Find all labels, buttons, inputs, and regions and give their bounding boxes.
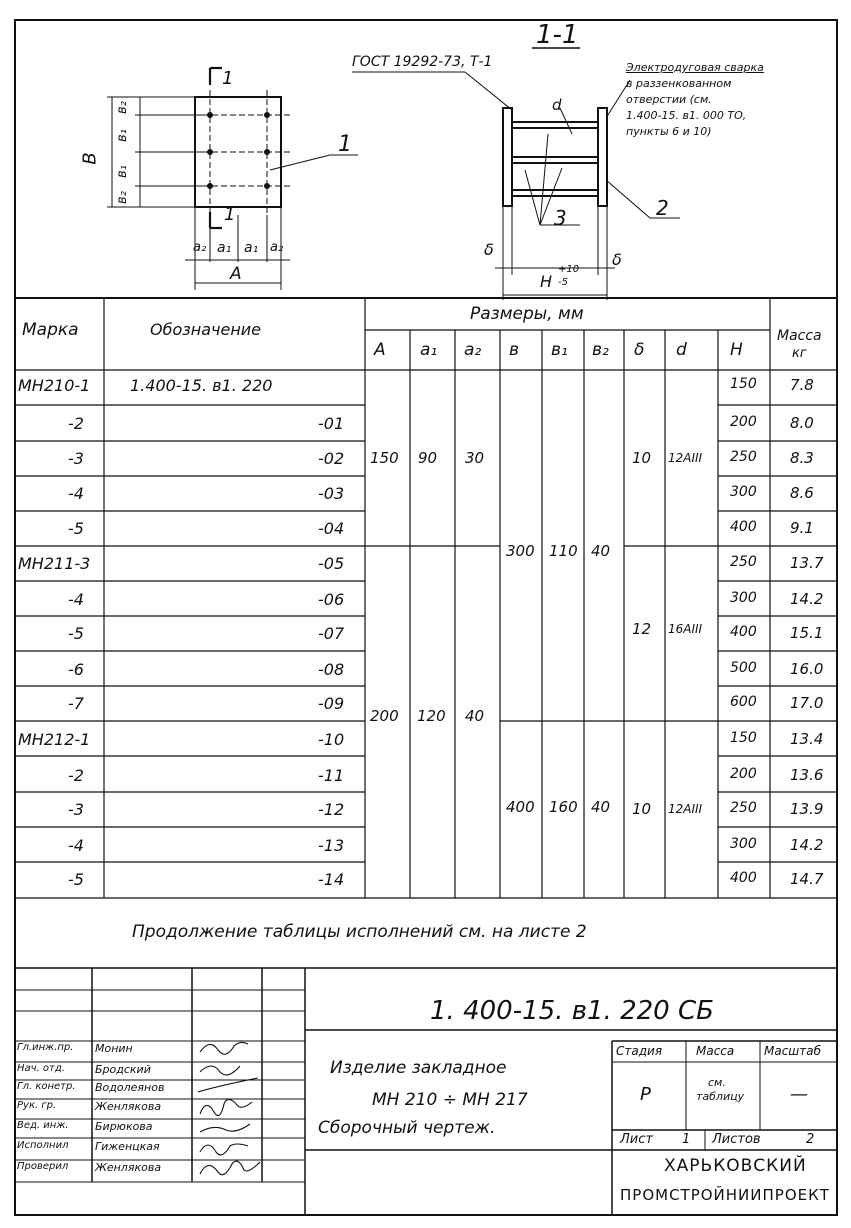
mass-value-line-1: см. [708, 1076, 726, 1089]
table-cell-H: 300 [730, 484, 757, 500]
column-header: а₁ [420, 340, 438, 360]
H-tolerance-minus: -5 [558, 277, 568, 288]
table-cell-mass: 14.2 [790, 836, 824, 854]
sheet-label: Лист [620, 1132, 653, 1147]
title-block-role: Проверил [17, 1161, 69, 1172]
table-cell-mass: 14.7 [790, 870, 824, 888]
groupb1-b: 300 [506, 542, 535, 560]
column-header: а₂ [464, 340, 482, 360]
table-cell-marka: МН210-1 [18, 376, 91, 395]
table-cell-mass: 17.0 [790, 694, 824, 712]
dim-label-b2-top: в₂ [114, 101, 130, 114]
dim-label-a2-left: а₂ [193, 240, 207, 255]
sheets-number: 2 [806, 1132, 815, 1147]
header-marka: Марка [22, 320, 79, 340]
table-cell-H: 250 [730, 800, 757, 816]
groupd2-d: 16АIII [668, 622, 703, 636]
table-cell-H: 400 [730, 870, 757, 886]
table-cell-H: 400 [730, 519, 757, 535]
table-cell-mass: 16.0 [790, 660, 824, 678]
sheets-label: Листов [712, 1132, 761, 1147]
dim-label-d: d [552, 96, 562, 114]
groupb1-b2: 40 [591, 542, 611, 560]
weld-note [626, 60, 764, 140]
groupb2-b1: 160 [549, 798, 578, 816]
table-cell-mass: 13.4 [790, 730, 824, 748]
sheet-frame [15, 20, 837, 1215]
dim-label-B: В [79, 152, 101, 165]
table-cell-oboz: -13 [318, 836, 345, 855]
table-cell-H: 250 [730, 554, 757, 570]
mass-header: Масса [696, 1044, 735, 1058]
scale-header: Масштаб [764, 1044, 822, 1058]
table-cell-marka: -3 [68, 449, 84, 468]
table-cell-marka: -5 [68, 519, 84, 538]
dim-label-a2-right: а₂ [270, 240, 284, 255]
organization-line-2: ПРОМСТРОЙНИИПРОЕКТ [620, 1186, 830, 1204]
table-cell-mass: 13.9 [790, 800, 824, 818]
table-cell-oboz: 1.400-15. в1. 220 [130, 376, 273, 395]
table-cell-oboz: -05 [318, 554, 345, 573]
item-name-line-2: МН 210 ÷ МН 217 [372, 1090, 528, 1110]
groupb2-b2: 40 [591, 798, 611, 816]
header-oboznachenie: Обозначение [150, 320, 262, 339]
scale-value: — [790, 1084, 808, 1105]
groupd3-delta: 10 [632, 800, 652, 818]
table-cell-oboz: -03 [318, 484, 345, 503]
weld-note-line-1: Электродуговая сварка [626, 61, 764, 74]
dim-label-b2-bot: в₂ [114, 191, 130, 204]
table-cell-oboz: -08 [318, 660, 345, 679]
weld-note-line-3: отверстии (см. [626, 93, 712, 106]
table-cell-mass: 8.3 [790, 449, 814, 467]
column-header: в [509, 340, 520, 360]
table-cell-marka: -2 [68, 414, 84, 433]
dim-label-a1-left: а₁ [217, 240, 232, 256]
table-cell-oboz: -10 [318, 730, 345, 749]
table-cell-mass: 8.6 [790, 484, 814, 502]
title-block-role: Рук. гр. [17, 1100, 57, 1111]
dim-label-b1-b: в₁ [114, 165, 130, 178]
header-massa: Масса [777, 328, 822, 344]
table-cell-H: 300 [730, 836, 757, 852]
position-2-label: 2 [656, 196, 669, 220]
table-cell-oboz: -06 [318, 590, 345, 609]
column-header: в₂ [592, 340, 609, 360]
sheet-number: 1 [682, 1132, 691, 1147]
table-cell-marka: -3 [68, 800, 84, 819]
dim-label-A: А [230, 264, 242, 284]
table-cell-marka: -5 [68, 870, 84, 889]
stage-header: Стадия [616, 1044, 663, 1058]
organization-line-1: ХАРЬКОВСКИЙ [664, 1156, 807, 1176]
table-cell-H: 150 [730, 730, 757, 746]
table-cell-oboz: -14 [318, 870, 345, 889]
column-header: в₁ [551, 340, 568, 360]
title-block-name: Бродский [95, 1063, 151, 1076]
group2-A: 200 [370, 707, 399, 725]
table-cell-marka: -6 [68, 660, 84, 679]
item-name-line-1: Изделие закладное [330, 1058, 507, 1078]
delta-left-label: δ [484, 240, 494, 259]
weld-note-line-4: 1.400-15. в1. 000 ТО, [626, 109, 747, 122]
table-cell-mass: 7.8 [790, 376, 814, 394]
H-tolerance-plus: +10 [558, 264, 580, 275]
group1-A: 150 [370, 449, 399, 467]
dim-label-H: Н [540, 272, 553, 291]
dim-label-a1-right: а₁ [244, 240, 259, 256]
table-cell-oboz: -09 [318, 694, 345, 713]
title-block-role: Вед. инж. [17, 1120, 69, 1131]
table-cell-mass: 15.1 [790, 624, 824, 642]
table-cell-marka: МН211-3 [18, 554, 91, 573]
group2-a1: 120 [417, 707, 446, 725]
group1-delta: 10 [632, 449, 652, 467]
header-massa-unit: кг [792, 346, 807, 361]
weld-note-line-5: пункты 6 и 10) [626, 125, 712, 138]
column-header: Н [730, 340, 743, 360]
delta-right-label: δ [612, 250, 622, 269]
header-razmery: Размеры, мм [470, 304, 584, 324]
position-3-label: 3 [554, 206, 567, 230]
title-block-name: Монин [95, 1042, 133, 1055]
groupb1-b1: 110 [549, 542, 578, 560]
table-cell-marka: -2 [68, 766, 84, 785]
mass-value-line-2: таблицу [696, 1090, 745, 1103]
groupd3-d: 12АIII [668, 802, 703, 816]
title-block-role: Нач. отд. [17, 1063, 65, 1074]
plan-view [107, 68, 358, 290]
dim-label-b1-a: в₁ [114, 129, 130, 142]
stage-value: Р [640, 1084, 651, 1105]
title-block-name: Водолеянов [95, 1081, 165, 1094]
table-cell-mass: 8.0 [790, 414, 814, 432]
document-code: 1. 400-15. в1. 220 СБ [430, 996, 714, 1026]
table-cell-H: 300 [730, 590, 757, 606]
cut-label-bottom: 1 [224, 204, 236, 225]
section-title: 1-1 [536, 20, 579, 50]
table-cell-oboz: -11 [318, 766, 345, 785]
table-cell-H: 200 [730, 766, 757, 782]
table-cell-oboz: -07 [318, 624, 345, 643]
table-cell-marka: МН212-1 [18, 730, 91, 749]
group1-a2: 30 [465, 449, 485, 467]
title-block-role: Гл.инж.пр. [17, 1042, 74, 1053]
table-cell-oboz: -02 [318, 449, 345, 468]
table-cell-mass: 9.1 [790, 519, 814, 537]
table-cell-H: 600 [730, 694, 757, 710]
group1-d: 12АIII [668, 451, 703, 465]
table-cell-marka: -4 [68, 484, 84, 503]
groupd2-delta: 12 [632, 620, 652, 638]
table-cell-H: 250 [730, 449, 757, 465]
table-cell-H: 150 [730, 376, 757, 392]
title-block-role: Исполнил [17, 1140, 69, 1151]
table-cell-marka: -7 [68, 694, 84, 713]
table-cell-oboz: -12 [318, 800, 345, 819]
table-cell-marka: -5 [68, 624, 84, 643]
column-header: d [676, 340, 687, 360]
table-cell-mass: 13.7 [790, 554, 824, 572]
cut-label-top: 1 [222, 68, 234, 89]
title-block-name: Гиженцкая [95, 1140, 160, 1153]
table-cell-H: 400 [730, 624, 757, 640]
continuation-note: Продолжение таблицы исполнений см. на листе 2 [132, 922, 587, 942]
title-block-name: Женлякова [95, 1100, 162, 1113]
title-block-role: Гл. конетр. [17, 1081, 76, 1092]
weld-note-line-2: в раззенкованном [626, 77, 732, 90]
column-header: δ [634, 340, 645, 360]
table-cell-mass: 13.6 [790, 766, 824, 784]
table-cell-marka: -4 [68, 590, 84, 609]
table-cell-marka: -4 [68, 836, 84, 855]
item-name-line-3: Сборочный чертеж. [318, 1118, 496, 1138]
gost-label: ГОСТ 19292-73, Т-1 [352, 54, 493, 70]
table-cell-mass: 14.2 [790, 590, 824, 608]
title-block-name: Женлякова [95, 1161, 162, 1174]
title-block-name: Бирюкова [95, 1120, 153, 1133]
groupb2-b: 400 [506, 798, 535, 816]
column-header: А [374, 340, 386, 360]
table-cell-oboz: -04 [318, 519, 345, 538]
table-cell-H: 500 [730, 660, 757, 676]
table-cell-H: 200 [730, 414, 757, 430]
position-1-label: 1 [338, 132, 352, 157]
group1-a1: 90 [418, 449, 438, 467]
group2-a2: 40 [465, 707, 485, 725]
table-cell-oboz: -01 [318, 414, 345, 433]
